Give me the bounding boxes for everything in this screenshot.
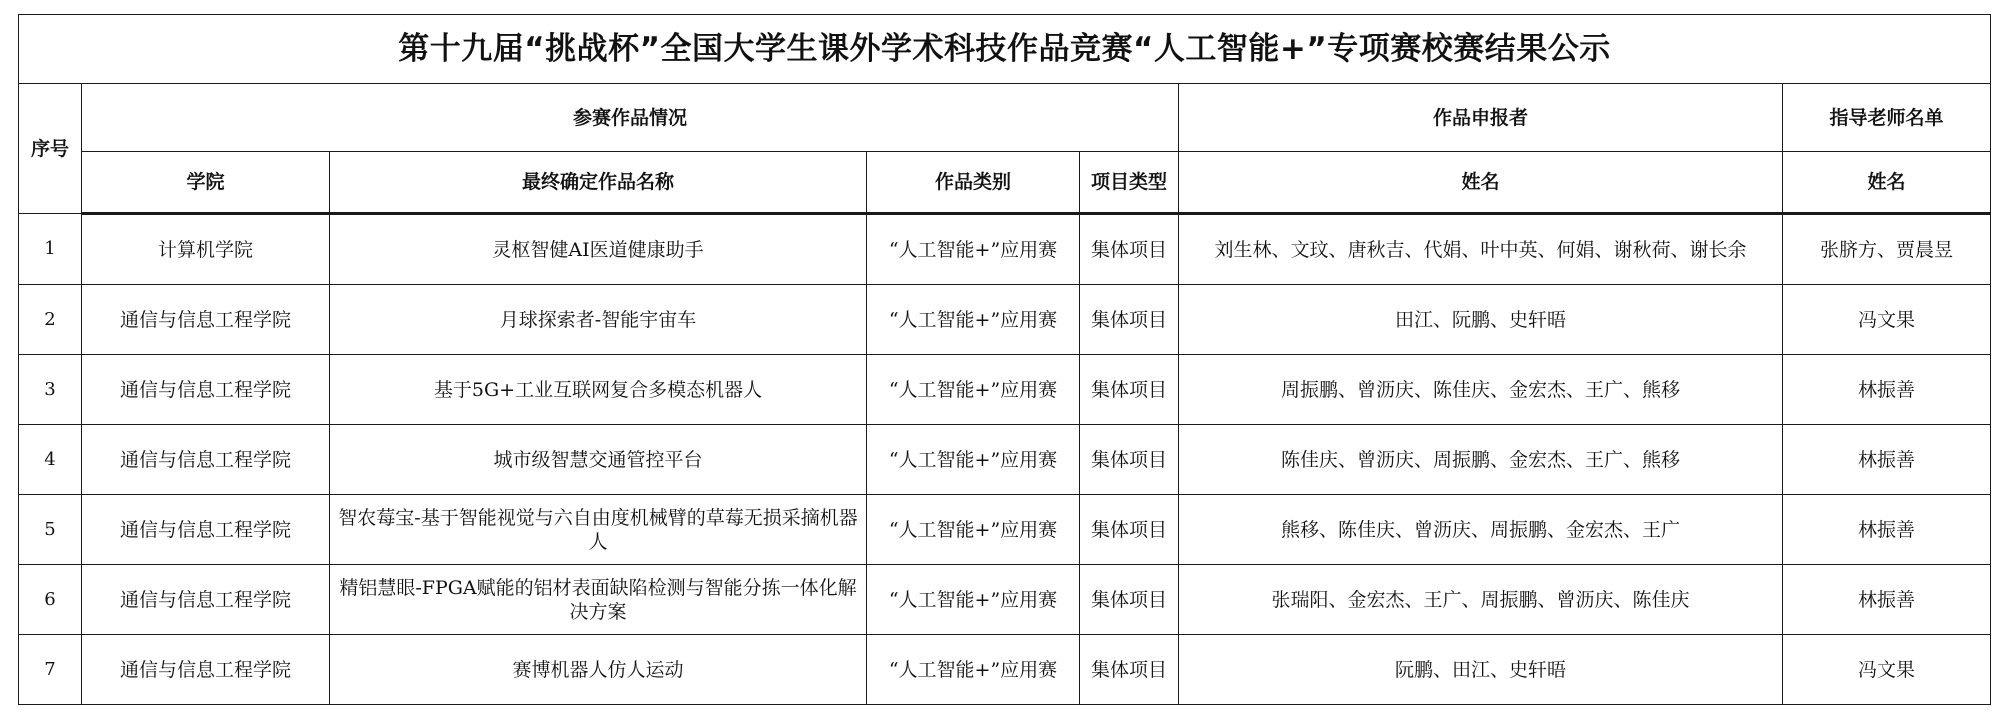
cell-advisors: 冯文果 xyxy=(1783,635,1991,705)
cell-applicants: 张瑞阳、金宏杰、王广、周振鹏、曾沥庆、陈佳庆 xyxy=(1179,565,1783,635)
header-work-name: 最终确定作品名称 xyxy=(330,152,867,214)
cell-project-type: 集体项目 xyxy=(1080,635,1179,705)
cell-work-name: 灵枢智健AI医道健康助手 xyxy=(330,214,867,285)
table-row xyxy=(19,565,1991,635)
page-title: 第十九届“挑战杯”全国大学生课外学术科技作品竞赛“人工智能+”专项赛校赛结果公示 xyxy=(19,15,1991,84)
header-group-applicant: 作品申报者 xyxy=(1179,84,1783,152)
cell-seq: 1 xyxy=(19,214,82,285)
cell-category: “人工智能+”应用赛 xyxy=(867,355,1080,425)
cell-project-type: 集体项目 xyxy=(1080,565,1179,635)
header-advisor-name: 姓名 xyxy=(1783,152,1991,214)
cell-work-name: 城市级智慧交通管控平台 xyxy=(330,425,867,495)
cell-category: “人工智能+”应用赛 xyxy=(867,285,1080,355)
header-group-work: 参赛作品情况 xyxy=(82,84,1179,152)
table-row xyxy=(19,425,1991,495)
cell-category: “人工智能+”应用赛 xyxy=(867,635,1080,705)
cell-college: 通信与信息工程学院 xyxy=(82,355,330,425)
cell-advisors: 冯文果 xyxy=(1783,285,1991,355)
cell-project-type: 集体项目 xyxy=(1080,425,1179,495)
cell-applicants: 刘生林、文玟、唐秋吉、代娟、叶中英、何娟、谢秋荷、谢长余 xyxy=(1179,214,1783,285)
cell-applicants: 阮鹏、田江、史轩晤 xyxy=(1179,635,1783,705)
cell-applicants: 陈佳庆、曾沥庆、周振鹏、金宏杰、王广、熊移 xyxy=(1179,425,1783,495)
cell-project-type: 集体项目 xyxy=(1080,355,1179,425)
cell-advisors: 林振善 xyxy=(1783,495,1991,565)
cell-seq: 6 xyxy=(19,565,82,635)
cell-college: 通信与信息工程学院 xyxy=(82,565,330,635)
cell-college: 通信与信息工程学院 xyxy=(82,285,330,355)
cell-college: 通信与信息工程学院 xyxy=(82,635,330,705)
cell-college: 通信与信息工程学院 xyxy=(82,495,330,565)
results-table xyxy=(18,14,1991,705)
header-college: 学院 xyxy=(82,152,330,214)
table-row xyxy=(19,495,1991,565)
cell-college: 通信与信息工程学院 xyxy=(82,425,330,495)
cell-seq: 5 xyxy=(19,495,82,565)
cell-seq: 3 xyxy=(19,355,82,425)
cell-seq: 7 xyxy=(19,635,82,705)
cell-work-name: 精铝慧眼-FPGA赋能的铝材表面缺陷检测与智能分拣一体化解决方案 xyxy=(330,565,867,635)
cell-applicants: 周振鹏、曾沥庆、陈佳庆、金宏杰、王广、熊移 xyxy=(1179,355,1783,425)
cell-advisors: 张脐方、贾晨昱 xyxy=(1783,214,1991,285)
cell-seq: 4 xyxy=(19,425,82,495)
cell-category: “人工智能+”应用赛 xyxy=(867,425,1080,495)
cell-advisors: 林振善 xyxy=(1783,425,1991,495)
header-seq: 序号 xyxy=(19,84,82,214)
table-row xyxy=(19,355,1991,425)
cell-category: “人工智能+”应用赛 xyxy=(867,495,1080,565)
table-row xyxy=(19,285,1991,355)
cell-project-type: 集体项目 xyxy=(1080,214,1179,285)
cell-work-name: 赛博机器人仿人运动 xyxy=(330,635,867,705)
cell-category: “人工智能+”应用赛 xyxy=(867,214,1080,285)
header-project-type: 项目类型 xyxy=(1080,152,1179,214)
header-category: 作品类别 xyxy=(867,152,1080,214)
cell-advisors: 林振善 xyxy=(1783,565,1991,635)
cell-applicants: 田江、阮鹏、史轩晤 xyxy=(1179,285,1783,355)
cell-advisors: 林振善 xyxy=(1783,355,1991,425)
header-applicant-name: 姓名 xyxy=(1179,152,1783,214)
cell-work-name: 智农莓宝-基于智能视觉与六自由度机械臂的草莓无损采摘机器人 xyxy=(330,495,867,565)
table-row xyxy=(19,214,1991,285)
cell-work-name: 基于5G+工业互联网复合多模态机器人 xyxy=(330,355,867,425)
cell-project-type: 集体项目 xyxy=(1080,285,1179,355)
table-row xyxy=(19,635,1991,705)
header-group-advisor: 指导老师名单 xyxy=(1783,84,1991,152)
cell-applicants: 熊移、陈佳庆、曾沥庆、周振鹏、金宏杰、王广 xyxy=(1179,495,1783,565)
cell-work-name: 月球探索者-智能宇宙车 xyxy=(330,285,867,355)
cell-college: 计算机学院 xyxy=(82,214,330,285)
cell-project-type: 集体项目 xyxy=(1080,495,1179,565)
cell-seq: 2 xyxy=(19,285,82,355)
cell-category: “人工智能+”应用赛 xyxy=(867,565,1080,635)
